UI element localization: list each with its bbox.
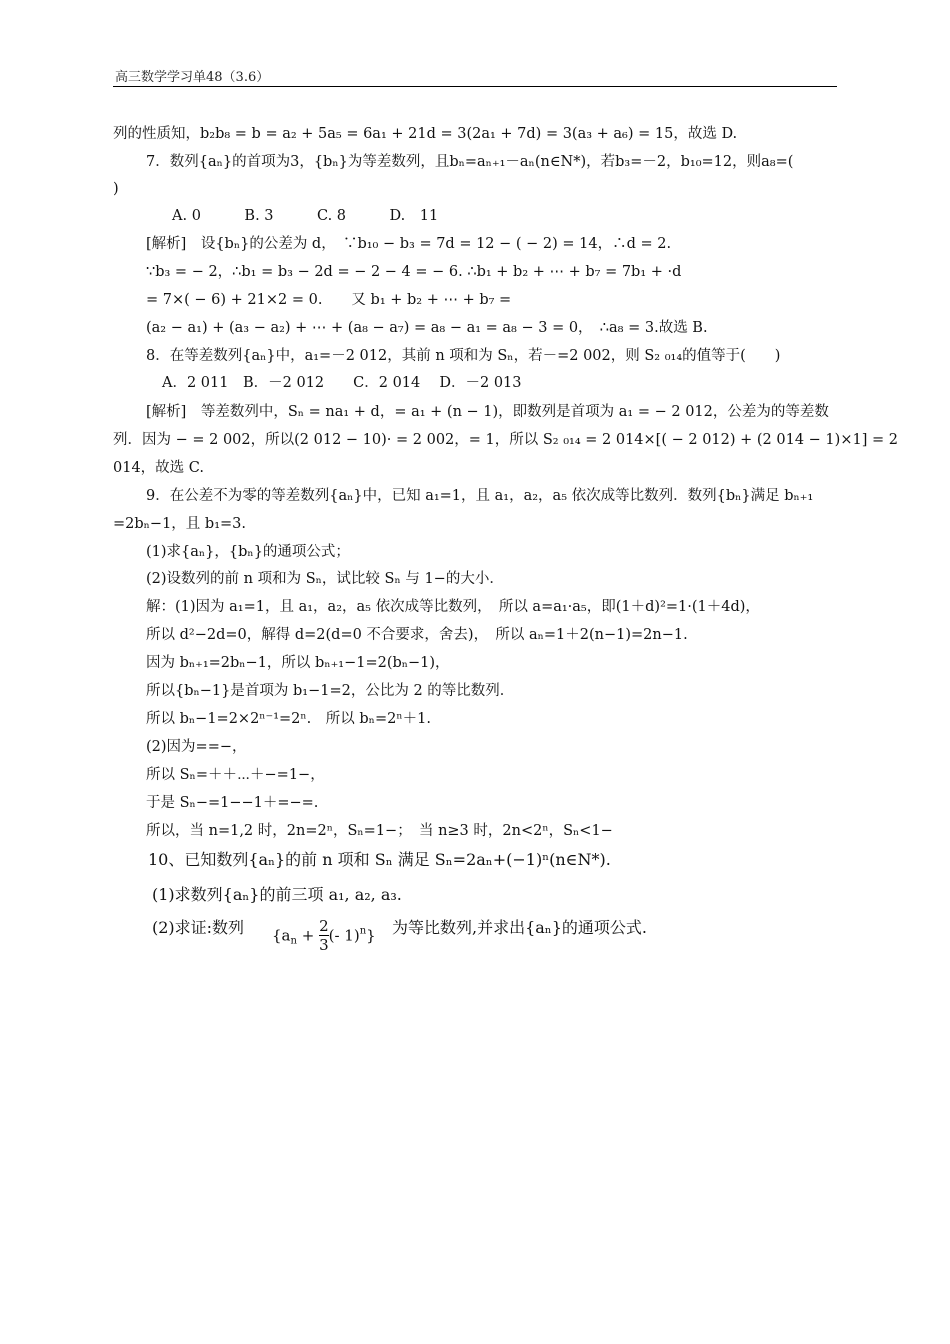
text-line: ) (113, 181, 119, 197)
text-line: (2)因为==−， (146, 739, 247, 755)
text-line: (a₂ − a₁) + (a₃ − a₂) + ⋯ + (a₈ − a₇) = a₈ − a₁ = a₈ − 3 = 0， ∴a₈ = 3.故选 B. (146, 320, 708, 336)
question-10-part-2-tail: 为等比数列,并求出{aₙ}的通项公式. (392, 918, 647, 937)
analysis-8: [解析] 等差数列中，Sₙ = na₁ + d，= a₁ + (n − 1)，即数列是首项为 a₁ = − 2 012，公差为的等差数 (146, 404, 829, 420)
formula-plus: + (296, 926, 320, 945)
formula-denominator: 3 (319, 936, 329, 954)
analysis-7: [解析] 设{bₙ}的公差为 d， ∵b₁₀ − b₃ = 7d = 12 − ( − 2) = 14，∴d = 2. (146, 236, 672, 252)
text-line: 列的性质知，b₂b₈ = b = a₂ + 5a₅ = 6a₁ + 21d = 3(2a₁ + 7d) = 3(a₃ + a₆) = 15，故选 D. (113, 126, 738, 142)
choices-8: A．2 011 B．－2 012 C．2 014 D．－2 013 (162, 375, 522, 391)
formula-sup: n (359, 925, 367, 937)
text-line: 所以 Sₙ=＋＋⋯＋−=1−， (146, 767, 325, 783)
formula-numerator: 2 (319, 917, 329, 935)
formula-fraction (319, 918, 329, 953)
sequence-formula (272, 918, 376, 953)
question-10-part-1: (1)求数列{aₙ}的前三项 a₁, a₂, a₃. (152, 885, 402, 904)
text-line: =2bₙ−1，且 b₁=3. (113, 516, 246, 532)
formula-close: } (366, 926, 376, 945)
text-line: 所以 d²−2d=0，解得 d=2(d=0 不合要求，舍去)， 所以 aₙ=1＋2(n−1)=2n−1. (146, 627, 688, 643)
text-line: (2)设数列的前 n 项和为 Sₙ，试比较 Sₙ 与 1−的大小． (146, 571, 504, 587)
text-line: ∵b₃ = − 2，∴b₁ = b₃ − 2d = − 2 − 4 = − 6. ∴b₁ + b₂ + ⋯ + b₇ = 7b₁ + ·d (146, 264, 682, 280)
text-line: 因为 bₙ₊₁=2bₙ−1，所以 bₙ₊₁−1=2(bₙ−1)， (146, 655, 450, 671)
question-7: 7．数列{aₙ}的首项为3，{bₙ}为等差数列，且bₙ=aₙ₊₁－aₙ(n∈N*)，若b₃=－2，b₁₀=12，则a₈=( (146, 154, 794, 170)
text-line: = 7×( − 6) + 21×2 = 0. 又 b₁ + b₂ + ⋯ + b₇ = (146, 292, 512, 308)
question-10-part-2: (2)求证:数列 (152, 918, 245, 937)
page-header (113, 64, 837, 87)
formula-sub: n (290, 935, 297, 947)
text-line: 014，故选 C. (113, 460, 204, 476)
formula-right: (- 1) (328, 926, 360, 945)
solution-9: 解：(1)因为 a₁=1，且 a₁，a₂，a₅ 依次成等比数列， 所以 a=a₁·a₅，即(1＋d)²=1·(1＋4d)， (146, 599, 760, 615)
header-title: 高三数学学习单48（3.6） (115, 70, 270, 85)
text-line: 列．因为 − = 2 002，所以(2 012 − 10)· = 2 002，= 1，所以 S₂ ₀₁₄ = 2 014×[( − 2 012) + (2 014 − 1)×1] = 2 (113, 432, 898, 448)
text-line: (1)求{aₙ}，{bₙ}的通项公式； (146, 544, 350, 560)
formula-left: {a (272, 926, 291, 945)
question-9: 9．在公差不为零的等差数列{aₙ}中，已知 a₁=1，且 a₁，a₂，a₅ 依次成等比数列．数列{bₙ}满足 bₙ₊₁ (146, 488, 814, 504)
choices-7: A. 0 B. 3 C. 8 D. 11 (172, 208, 439, 224)
text-line: 于是 Sₙ−=1−−1＋=−=. (146, 795, 319, 811)
text-line: 所以 bₙ−1=2×2ⁿ⁻¹=2ⁿ. 所以 bₙ=2ⁿ＋1. (146, 711, 431, 727)
text-line: 所以{bₙ−1}是首项为 b₁−1=2，公比为 2 的等比数列． (146, 683, 515, 699)
text-line: 所以，当 n=1,2 时，2n=2ⁿ，Sₙ=1−； 当 n≥3 时，2n<2ⁿ，Sₙ<1− (146, 823, 613, 839)
question-8: 8．在等差数列{aₙ}中，a₁=－2 012，其前 n 项和为 Sₙ，若－=2 002，则 S₂ ₀₁₄的值等于( ) (146, 348, 781, 364)
question-10: 10、已知数列{aₙ}的前 n 项和 Sₙ 满足 Sₙ=2aₙ+(−1)ⁿ(n∈N*). (148, 850, 611, 869)
